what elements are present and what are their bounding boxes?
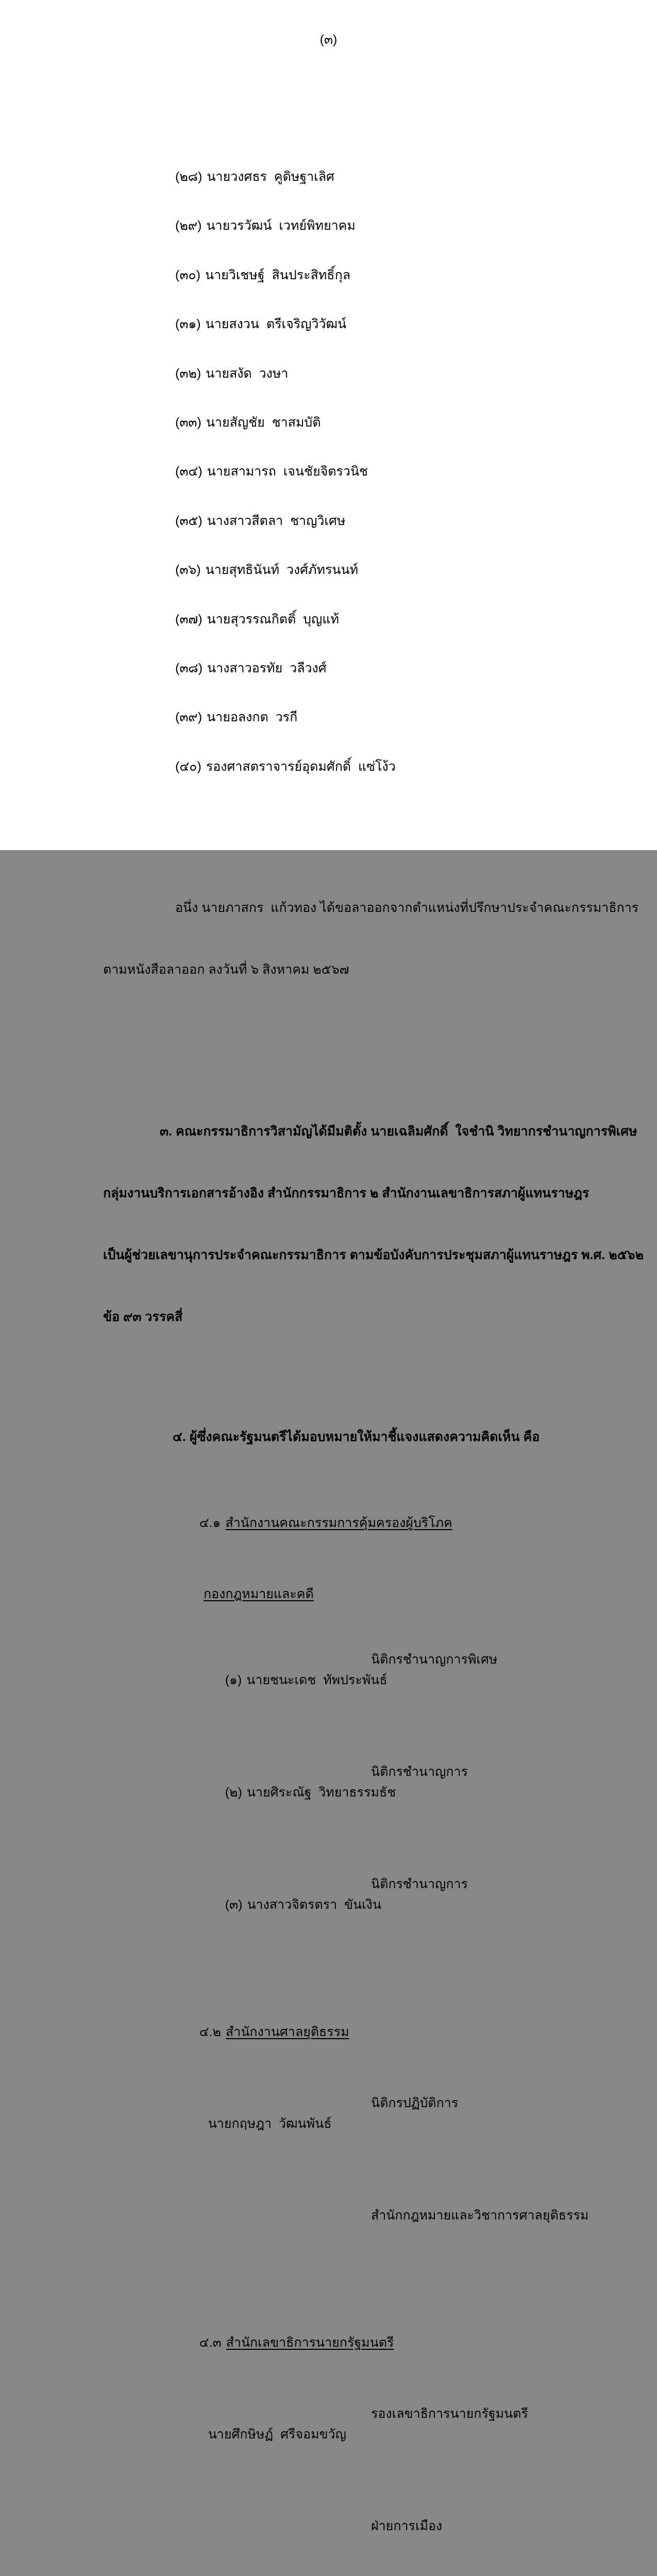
item-name: นายวรวัฒน์ เวทย์พิทยาคม — [206, 218, 356, 233]
list-item — [103, 757, 559, 776]
org-name: สำนักงานคณะกรรมการคุ้มครองผู้บริโภค — [225, 1516, 452, 1531]
item-name: นายอลงกต วรกี — [207, 710, 298, 725]
item-number: (๒๘) — [175, 170, 203, 184]
subsection-4-3-header — [103, 2312, 559, 2374]
person-position-line-2: สำนักกฎหมายและวิชาการศาลยุติธรรม — [371, 2208, 589, 2223]
item-name: นายวิเชษฐ์ สินประสิทธิ์กุล — [205, 267, 351, 282]
person-position: นิติกรชำนาญการ — [371, 1765, 468, 1780]
item-number: (๔๐) — [175, 759, 201, 774]
section-3-line-1: ๓. คณะกรรมาธิการวิสามัญได้มีมติตั้ง นายเฉลิมศักดิ์ ใจชำนิ วิทยากรชำนาญการพิเศษ — [160, 1124, 637, 1139]
appointee-list — [103, 138, 559, 806]
item-name: นายสามารถ เจนชัยจิตรวนิช — [207, 464, 368, 479]
item-name: นายสุวรรณกิตติ์ บุญแท้ — [207, 612, 339, 626]
person-position: นิติกรชำนาญการ — [371, 1877, 468, 1892]
item-number: (๓๔) — [175, 464, 203, 479]
item-number: (๓๘) — [175, 661, 203, 676]
item-name: นายสงวน ตรีเจริญวิวัฒน์ — [205, 317, 347, 332]
person-number: (๒) — [225, 1785, 242, 1800]
subsection-number: ๔.๒ — [199, 2025, 222, 2040]
item-name: นางสาวสีตลา ชาญวิเศษ — [207, 513, 346, 528]
person-row — [103, 1761, 559, 1844]
list-item — [103, 659, 559, 678]
section-3-line-2: กลุ่มงานบริการเอกสารอ้างอิง สำนักกรรมาธิการ ๒ สำนักงานเลขาธิการสภาผู้แทนราษฎร — [103, 1186, 589, 1201]
section-4-heading: ๔. ผู้ซึ่งคณะรัฐมนตรีได้มอบหมายให้มาชี้แจงแสดงความคิดเห็น คือ — [173, 1430, 540, 1445]
person-position: นิติกรชำนาญการพิเศษ — [371, 1652, 498, 1667]
list-item — [103, 708, 559, 727]
item-number: (๓๗) — [175, 612, 203, 626]
list-item — [103, 216, 559, 235]
person-row-continued — [103, 2205, 589, 2267]
item-number: (๒๙) — [175, 218, 202, 233]
person-row — [103, 1874, 559, 1956]
org-name: สำนักงานศาลยุติธรรม — [226, 2025, 349, 2040]
item-name: นายวงศธร คูดิษฐาเลิศ — [207, 170, 334, 184]
resignation-note — [103, 856, 639, 1021]
item-name: นายสัญชัย ชาสมบัติ — [206, 415, 321, 430]
list-item — [103, 462, 559, 481]
person-row — [103, 2403, 559, 2486]
page-number: (๓) — [319, 32, 338, 47]
item-name: รองศาสตราจารย์อุดมศักดิ์ แซ่โง้ว — [206, 759, 396, 774]
division-name: กองกฎหมายและคดี — [204, 1587, 314, 1602]
person-entry — [125, 1670, 388, 1690]
person-name: นายศิระณัฐ วิทยาธรรมธัช — [246, 1785, 396, 1800]
item-number: (๓๒) — [175, 366, 201, 381]
list-item — [103, 610, 559, 629]
item-number: (๓๙) — [175, 710, 203, 725]
item-number: (๓๐) — [175, 267, 200, 282]
item-name: นายสงัด วงษา — [206, 366, 289, 381]
person-entry — [125, 1894, 381, 1915]
subsection-4-1-header — [103, 1492, 559, 1554]
person-position: นิติกรปฏิบัติการ — [371, 2096, 459, 2111]
section-3-line-3: เป็นผู้ช่วยเลขานุการประจำคณะกรรมาธิการ ตามข้อบังคับการประชุมสภาผู้แทนราษฎร พ.ศ. ๒๕๖๒ — [103, 1248, 644, 1263]
person-number: (๑) — [225, 1673, 242, 1688]
list-item — [103, 167, 559, 187]
person-row-continued — [103, 2516, 559, 2576]
list-item — [103, 266, 559, 285]
item-number: (๓๑) — [175, 317, 201, 332]
person-number: (๓) — [225, 1897, 243, 1912]
person-name: นายศึกษิษฏ์ ศรีจอมขวัญ — [208, 2427, 346, 2442]
list-item — [103, 512, 559, 531]
person-row — [103, 1649, 559, 1732]
resignation-line-2: ตามหนังสือลาออก ลงวันที่ ๖ สิงหาคม ๒๕๖๗ — [103, 962, 349, 977]
list-item — [103, 315, 559, 334]
subsection-number: ๔.๑ — [199, 1516, 221, 1531]
subsection-4-2-header — [103, 2001, 559, 2063]
person-name: นางสาวจิตรตรา ขันเงิน — [247, 1897, 382, 1912]
item-number: (๓๖) — [175, 563, 201, 578]
list-item — [103, 413, 559, 432]
subsection-number: ๔.๓ — [199, 2335, 222, 2350]
person-name: นายชนะเดช ทัพประพันธ์ — [246, 1673, 388, 1688]
person-entry — [125, 1782, 396, 1803]
person-position-line-2: ฝ่ายการเมือง — [371, 2519, 443, 2534]
section-3-line-4: ข้อ ๙๓ วรรคสี่ — [103, 1310, 183, 1325]
section-3 — [103, 1080, 644, 1368]
item-name: นายสุทธินันท์ วงศ์ภัทรนนท์ — [205, 563, 359, 578]
org-name: สำนักเลขาธิการนายกรัฐมนตรี — [226, 2335, 394, 2350]
person-row — [103, 2093, 559, 2175]
item-number: (๓๓) — [175, 415, 201, 430]
item-name: นางสาวอรทัย วลีวงศ์ — [207, 661, 327, 676]
item-number: (๓๕) — [175, 513, 203, 528]
list-item — [103, 364, 559, 383]
page-content — [103, 77, 644, 2576]
resignation-line-1: อนึ่ง นายภาสกร แก้วทอง ได้ขอลาออกจากตำแหน่งที่ปรึกษาประจำคณะกรรมาธิการ — [175, 901, 639, 916]
person-name: นายกฤษฎา วัฒนพันธ์ — [208, 2116, 332, 2131]
list-item — [103, 561, 559, 580]
person-position: รองเลขาธิการนายกรัฐมนตรี — [371, 2406, 528, 2421]
